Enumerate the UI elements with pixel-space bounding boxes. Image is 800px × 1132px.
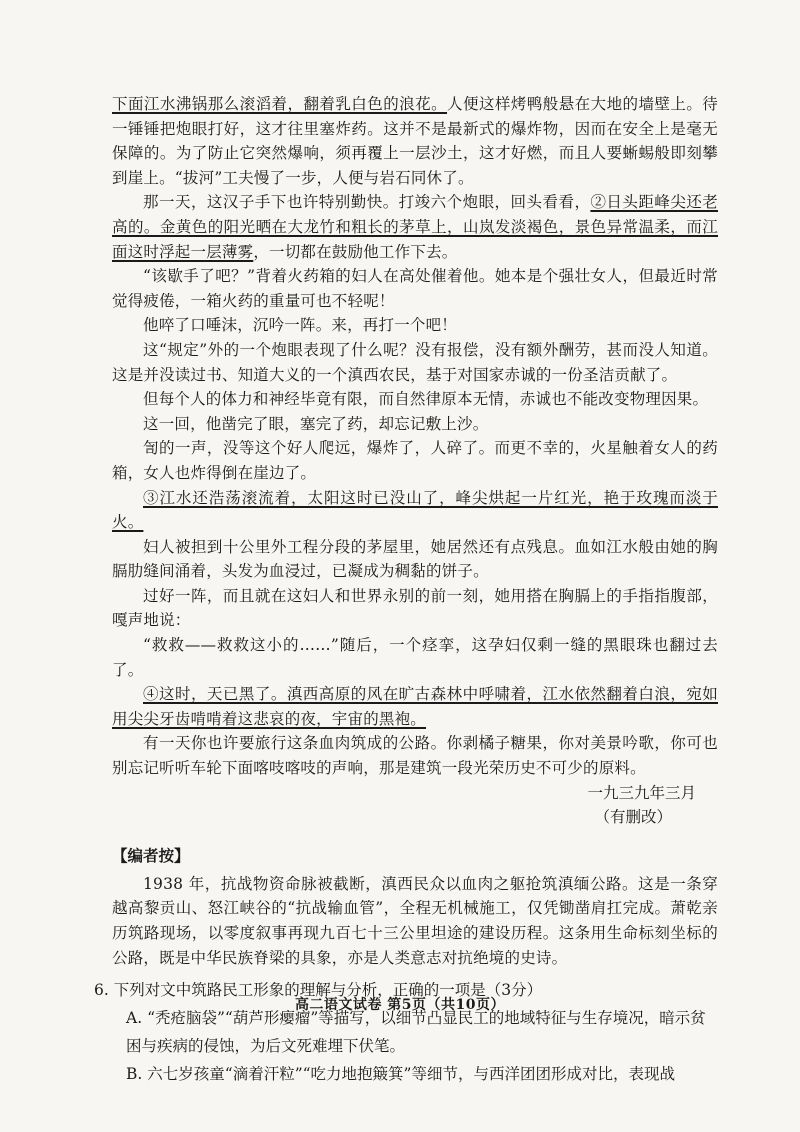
revision-note: （有删改） [594,808,672,827]
passage-paragraph: 过好一阵，而且就在这妇人和世界永别的前一刻，她用搭在胸膈上的手指指腹部，嘎声地说： [112,586,718,630]
option-label: B. [126,1065,143,1084]
passage-paragraph [112,682,718,731]
underlined-text: ②日头距峰尖还老高的。金黄色的阳光晒在大龙竹和粗长的茅草上，山岚发淡褐色，景色异常温柔，而江面这时浮起一层薄雾 [112,193,718,261]
question-stem: 6. 下列对文中筑路民工形象的理解与分析，正确的一项是（3分） [94,981,543,1000]
passage-paragraph: 他啐了口唾沫，沉吟一阵。来，再打一个吧！ [143,316,458,335]
passage-paragraph [112,190,718,264]
question-option [112,1060,718,1088]
editor-note-text: 1938 年，抗战物资命脉被截断，滇西民众以血肉之躯抢筑滇缅公路。这是一条穿越高黎贡山、怒江峡谷的“抗战输血管”，全程无机械施工，仅凭锄凿肩扛完成。萧乾亲历筑路现场，以零度叙事再现九百七十三公里坦途的建设历程。这条用生命标刻坐标的公路，既是中华民族脊梁的具象，亦是人类意志对抗绝境的史诗。 [112,874,718,967]
passage-paragraph: 这“规定”外的一个炮眼表现了什么呢？没有报偿，没有额外酬劳，甚而没人知道。这是并没读过书、知道大义的一个滇西农民，基于对国家赤诚的一份圣洁贡献了。 [112,340,718,384]
passage-paragraph: 訇的一声，没等这个好人爬远，爆炸了，人碎了。而更不幸的，火星触着女人的药箱，女人也炸得倒在崖边了。 [112,439,718,482]
option-text: 六七岁孩童“滴着汗粒”“吃力地抱簸箕”等细节，与西洋团团形成对比，表现战 [147,1065,675,1084]
underlined-text: ③江水还浩荡滚流着，太阳这时已没山了，峰尖烘起一片红光，艳于玫瑰而淡于火。 [112,488,718,532]
passage-paragraph: 但每个人的体力和神经毕竟有限，而自然律原本无情，赤诚也不能改变物理因果。 [143,390,709,409]
option-label: A. [126,1009,143,1028]
passage-date: 一九三九年三月 [587,783,696,802]
passage-paragraph [112,486,718,535]
paragraph-rest: 人便这样烤鸭般悬在大地的墙壁上。待一锤锤把炮眼打好，这才往里塞炸药。这并不是最新式的爆炸物，因而在安全上是毫无保障的。为了防止它突然爆响，须再覆上一层沙土，这才好燃，而且人要蜥蜴般即刻攀到崖上。“拔河”工夫慢了一步，人便与岩石同休了。 [112,95,719,187]
passage-paragraph [112,92,718,190]
passage-paragraph: 妇人被担到十公里外工程分段的茅屋里，她居然还有点残息。血如江水般由她的胸膈肋缝间涌着，头发为血浸过，已凝成为稠黏的饼子。 [112,537,718,581]
underlined-text: ④这时，天已黑了。滇西高原的风在旷古森林中呼啸着，江水依然翻着白浪，宛如用尖尖牙齿啃啃着这悲哀的夜，宇宙的黑袍。 [112,685,718,728]
passage-paragraph: 有一天你也许要旅行这条血肉筑成的公路。你剥橘子糖果，你对美景吟歌，你可也别忘记听听车轮下面喀吱喀吱的声响，那是建筑一段光荣历史不可少的原料。 [112,734,718,778]
paragraph-rest: ，一切都在鼓励他工作下去。 [253,242,458,261]
passage-paragraph: “该歇手了吧？”背着火药箱的妇人在高处催着他。她本是个强壮女人，但最近时常觉得疲倦，一箱火药的重量可也不轻呢！ [112,267,718,310]
option-text: “秃疮脑袋”“葫芦形瘿瘤”等描写，以细节凸显民工的地域特征与生存境况，暗示贫困与疾病的侵蚀，为后文死难埋下伏笔。 [126,1009,706,1056]
passage-paragraph: “救救——救救这小的……”随后，一个痉挛，这孕妇仅剩一缝的黑眼珠也翻过去了。 [112,636,718,679]
page-footer: 高二语文试卷 第5页（共10页） [294,997,506,1013]
editor-note-title: 【编者按】 [112,845,190,865]
passage-paragraph: 这一回，他凿完了眼，塞完了药，却忘记敷上沙。 [143,414,489,433]
paragraph-start: 那一天，这汉子手下也许特别勤快。打竣六个炮眼，回头看看， [143,193,591,212]
underlined-text: 下面江水沸锅那么滚滔着，翻着乳白色的浪花。 [112,95,448,113]
